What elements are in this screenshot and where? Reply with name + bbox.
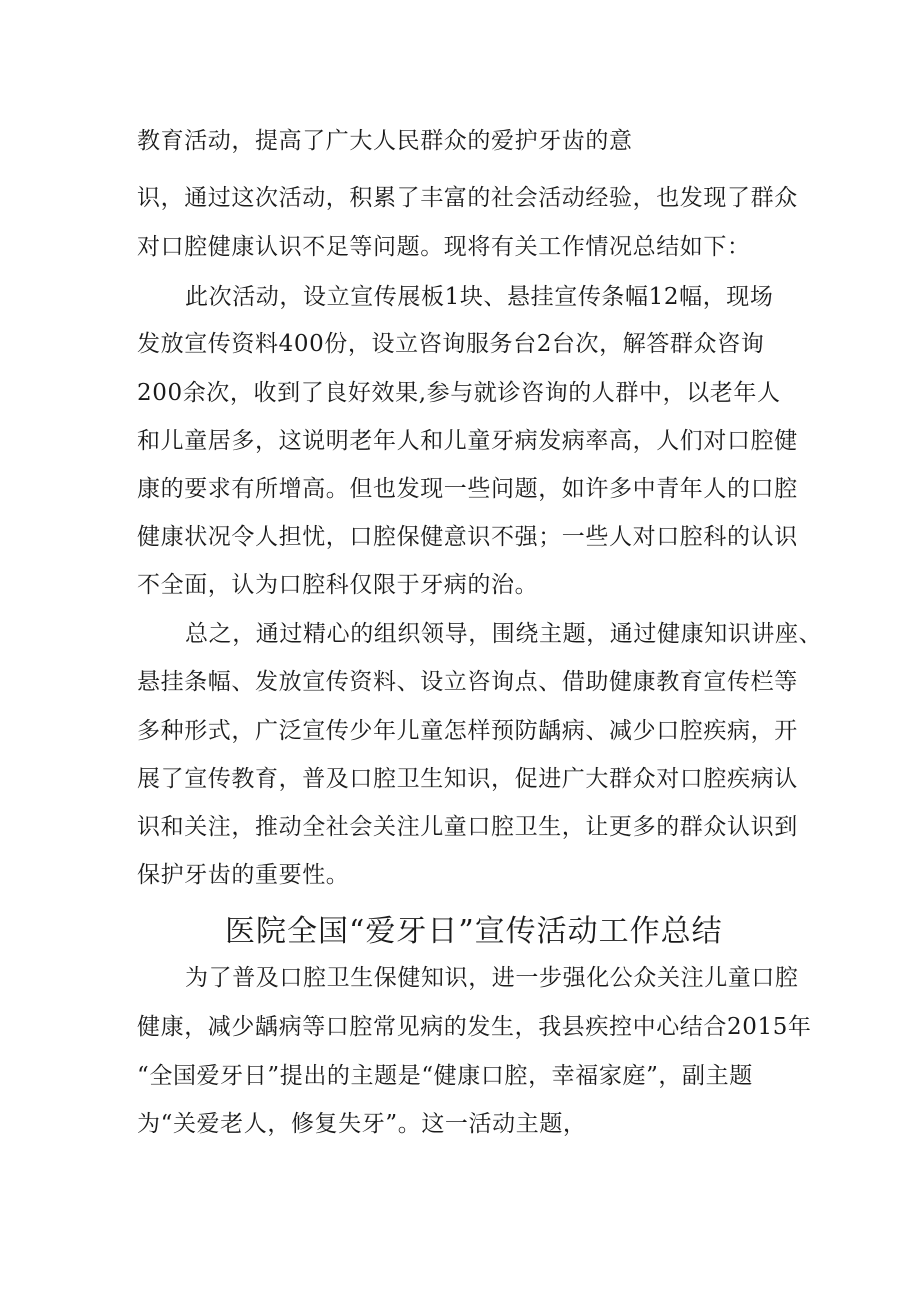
paragraph-2-line-4: 和儿童居多，这说明老年人和儿童牙病发病率高，人们对口腔健 [137,428,798,454]
paragraph-1-line-3: 对口腔健康认识不足等问题。现将有关工作情况总结如下： [137,234,751,260]
paragraph-3-line-4: 展了宣传教育，普及口腔卫生知识，促进广大群众对口腔疾病认 [137,766,798,792]
paragraph-3-line-5: 识和关注，推动全社会关注儿童口腔卫生，让更多的群众认识到 [137,814,798,840]
paragraph-3-line-3: 多种形式，广泛宣传少年儿童怎样预防龋病、减少口腔疾病，开 [137,718,798,744]
paragraph-3-line-6: 保护牙齿的重要性。 [137,862,350,888]
paragraph-2-line-3: 200余次，收到了良好效果,参与就诊咨询的人群中，以老年人 [137,380,781,406]
paragraph-4-line-4: 为“关爱老人，修复失牙”。这一活动主题， [137,1111,587,1137]
paragraph-4-line-3: “全国爱牙日”提出的主题是“健康口腔，幸福家庭”，副主题 [137,1063,753,1089]
paragraph-4-line-2: 健康，减少龋病等口腔常见病的发生，我县疾控中心结合2015年 [137,1014,812,1040]
paragraph-2-line-6: 健康状况令人担忧，口腔保健意识不强；一些人对口腔科的认识 [137,524,798,550]
paragraph-2-line-2: 发放宣传资料400份，设立咨询服务台2台次，解答群众咨询 [137,331,765,357]
paragraph-1-line-1: 教育活动，提高了广大人民群众的爱护牙齿的意 [137,128,633,154]
paragraph-4-line-1: 为了普及口腔卫生保健知识，进一步强化公众关注儿童口腔 [185,965,799,991]
paragraph-2-line-5: 康的要求有所增高。但也发现一些问题，如许多中青年人的口腔 [137,476,798,502]
paragraph-2-line-7: 不全面，认为口腔科仅限于牙病的治。 [137,572,539,598]
paragraph-3-line-1: 总之，通过精心的组织领导，围绕主题，通过健康知识讲座、 [185,621,823,647]
section-title: 医院全国“爱牙日”宣传活动工作总结 [225,914,723,949]
paragraph-2-line-1: 此次活动，设立宣传展板1块、悬挂宣传条幅12幅，现场 [185,284,774,310]
paragraph-1-line-2: 识，通过这次活动，积累了丰富的社会活动经验，也发现了群众 [137,185,798,211]
paragraph-3-line-2: 悬挂条幅、发放宣传资料、设立咨询点、借助健康教育宣传栏等 [137,669,798,695]
